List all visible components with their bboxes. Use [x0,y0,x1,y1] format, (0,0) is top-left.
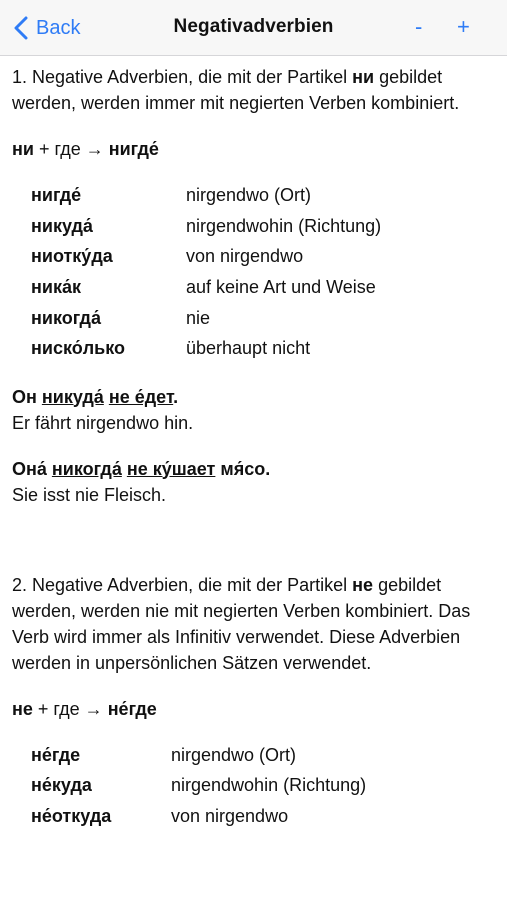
example-subject: Он [12,386,42,407]
lesson-content [0,56,507,831]
example-russian [12,384,495,410]
section1-formula [12,136,495,162]
section1-vocab-table [31,180,495,364]
section1-intro [12,64,495,116]
page-title: Negativadverbien [173,16,334,37]
vocab-russian: никогда́ [31,307,101,328]
example-russian [12,456,495,482]
vocab-german: nirgendwohin (Richtung) [171,775,367,796]
vocab-row [31,770,495,801]
formula-operator: + где → [33,139,109,159]
vocab-russian: никуда́ [31,215,93,236]
section2-intro [12,572,495,676]
example-german: Er fährt nirgendwo hin. [12,412,194,433]
vocab-row [31,302,495,333]
section2-vocab-table [31,740,495,832]
example-adverb: никогда́ [51,458,122,479]
formula-particle: ни [12,139,34,159]
vocab-russian: не́где [31,744,81,765]
formula-result: нигде́ [108,139,159,159]
example-verb: не е́дет [108,386,174,407]
vocab-russian: ниско́лько [31,338,125,359]
vocab-row [31,241,495,272]
vocab-russian: не́откуда [31,806,112,827]
vocab-german: von nirgendwo [171,806,289,827]
vocab-russian: ниотку́да [31,246,113,267]
formula-operator: + где → [32,698,108,719]
vocab-german: nirgendwohin (Richtung) [186,215,382,236]
example-adverb: никуда́ [41,386,104,407]
vocab-german: überhaupt nicht [186,338,311,359]
example-verb: не ку́шает [126,458,216,479]
example-sentence-1 [12,384,495,436]
section1-intro-text: 1. Negative Adverbien, die mit der Partikel [12,67,353,87]
vocab-russian: ника́к [31,277,81,298]
section2-particle: не [352,574,374,595]
section1-intro-text-end: gebildet werden, werden immer mit negierten Verben kombiniert. [12,67,460,113]
vocab-german: nie [186,307,211,328]
vocab-russian: нигде́ [31,185,82,206]
formula-particle: не [12,698,33,719]
vocab-row [31,333,495,364]
vocab-row [31,211,495,242]
section1-particle: ни [352,67,375,87]
decrease-font-button[interactable]: - [415,14,423,39]
vocab-german: auf keine Art und Weise [186,277,376,298]
example-subject: Она́ [12,458,52,479]
vocab-row [31,740,495,771]
example-sentence-2 [12,456,495,508]
increase-font-button[interactable]: + [457,14,470,39]
section2-formula [12,696,495,722]
section2-intro-text-end: gebildet werden, werden nie mit negierten Verben kombiniert. Das Verb wird immer als Infinitiv verwendet. Diese Adverbien werden in unpersönlichen Sätzen verwendet. [12,574,471,673]
vocab-german: von nirgendwo [186,246,304,267]
vocab-russian: не́куда [31,775,92,796]
vocab-german: nirgendwo (Ort) [171,744,297,765]
vocab-row [31,180,495,211]
vocab-row [31,801,495,832]
vocab-german: nirgendwo (Ort) [186,185,312,206]
navigation-bar [0,0,507,56]
example-end: . [173,386,179,407]
formula-result: не́где [107,698,157,719]
back-label: Back [36,16,81,39]
example-german: Sie isst nie Fleisch. [12,484,167,505]
section2-intro-text: 2. Negative Adverbien, die mit der Partikel [12,574,353,595]
example-end: мя́со. [215,458,271,479]
vocab-row [31,272,495,303]
